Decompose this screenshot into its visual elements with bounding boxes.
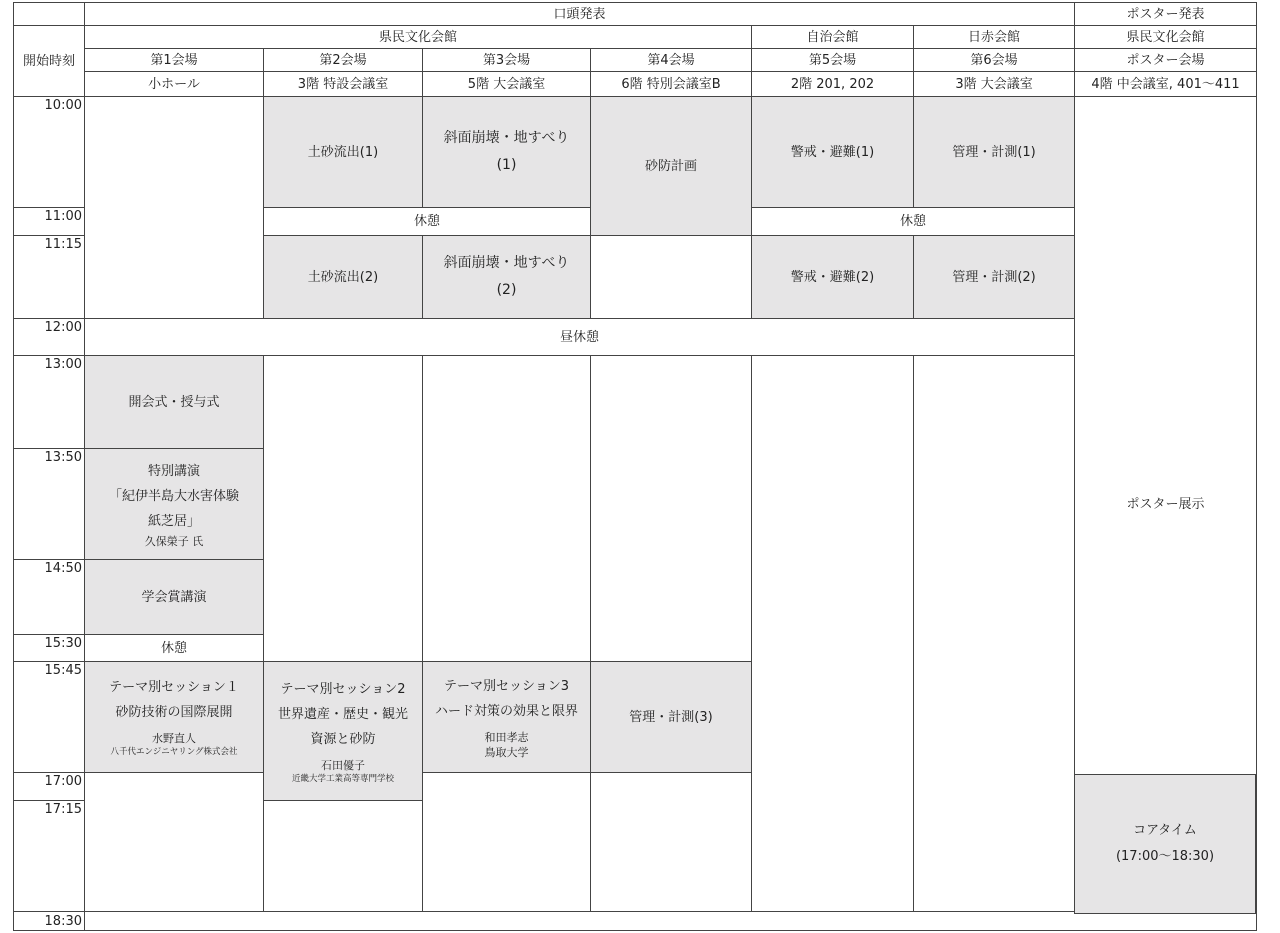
hall4-evening-empty bbox=[591, 773, 752, 912]
break-morning-left: 休憩 bbox=[264, 208, 591, 236]
hall-5: 第5会場 bbox=[752, 49, 914, 72]
time-1115: 11:15 bbox=[14, 236, 85, 319]
room-2: 3階 特設会議室 bbox=[264, 72, 423, 97]
theme-3-org: 鳥取大学 bbox=[484, 746, 529, 759]
room-poster: 4階 中会議室, 401～411 bbox=[1075, 72, 1257, 97]
break-morning-right: 休憩 bbox=[752, 208, 1075, 236]
theme-2-topic-2: 資源と砂防 bbox=[310, 731, 376, 747]
session-shamen-1 bbox=[423, 97, 591, 208]
session-opening: 開会式・授与式 bbox=[85, 356, 264, 449]
hall1-evening-empty bbox=[85, 773, 264, 912]
header-poster: ポスター発表 bbox=[1075, 3, 1257, 26]
session-special-lecture bbox=[85, 449, 264, 560]
hall-2: 第2会場 bbox=[264, 49, 423, 72]
session-shamen-1-line2: (1) bbox=[496, 157, 517, 173]
poster-core-time bbox=[1074, 774, 1256, 914]
hall1-morning-empty bbox=[85, 97, 264, 319]
session-theme-1 bbox=[85, 662, 264, 773]
header-corner bbox=[14, 3, 85, 26]
room-1: 小ホール bbox=[85, 72, 264, 97]
theme-3-topic: ハード対策の効果と限界 bbox=[434, 704, 578, 719]
session-keikai-2: 警戒・避難(2) bbox=[752, 236, 914, 319]
special-lecture-title: 特別講演 bbox=[147, 464, 200, 479]
special-lecture-speaker: 久保榮子 氏 bbox=[144, 535, 204, 548]
hall-3: 第3会場 bbox=[423, 49, 591, 72]
poster-display: ポスター展示 bbox=[1075, 97, 1257, 912]
hall-6: 第6会場 bbox=[914, 49, 1075, 72]
building-nisseki: 日赤会館 bbox=[914, 26, 1075, 49]
hall5-afternoon-empty bbox=[752, 356, 914, 912]
time-1830: 18:30 bbox=[14, 912, 85, 931]
session-dosha-1: 土砂流出(1) bbox=[264, 97, 423, 208]
room-3: 5階 大会議室 bbox=[423, 72, 591, 97]
session-sabo-keikaku: 砂防計画 bbox=[591, 97, 752, 236]
end-row bbox=[85, 912, 1257, 931]
hall2-evening-empty bbox=[264, 801, 423, 912]
session-award-lecture: 学会賞講演 bbox=[85, 560, 264, 635]
session-dosha-2: 土砂流出(2) bbox=[264, 236, 423, 319]
lunch-break: 昼休憩 bbox=[85, 319, 1075, 356]
theme-3-title: テーマ別セッション3 bbox=[443, 679, 569, 694]
time-1300: 13:00 bbox=[14, 356, 85, 449]
break-afternoon: 休憩 bbox=[85, 635, 264, 662]
hall-1: 第1会場 bbox=[85, 49, 264, 72]
hall-poster: ポスター会場 bbox=[1075, 49, 1257, 72]
special-lecture-line2: 紙芝居」 bbox=[147, 514, 200, 529]
session-kanri-2: 管理・計測(2) bbox=[914, 236, 1075, 319]
header-start-time: 開始時刻 bbox=[14, 26, 85, 97]
theme-3-person: 和田孝志 bbox=[484, 731, 529, 744]
conference-schedule-table bbox=[13, 2, 1257, 931]
room-5: 2階 201, 202 bbox=[752, 72, 914, 97]
session-theme-2 bbox=[264, 662, 423, 801]
core-time-label: コアタイム bbox=[1133, 823, 1197, 838]
theme-2-person: 石田優子 bbox=[321, 758, 365, 772]
hall3-evening-empty bbox=[423, 773, 591, 912]
time-1715: 17:15 bbox=[14, 801, 85, 912]
session-shamen-2 bbox=[423, 236, 591, 319]
session-kanri-1: 管理・計測(1) bbox=[914, 97, 1075, 208]
theme-2-org: 近畿大学工業高等専門学校 bbox=[291, 773, 394, 784]
time-1700: 17:00 bbox=[14, 773, 85, 801]
theme-2-title: テーマ別セッション2 bbox=[280, 681, 406, 697]
session-keikai-1: 警戒・避難(1) bbox=[752, 97, 914, 208]
theme-1-person: 水野直人 bbox=[152, 732, 196, 745]
building-jichi: 自治会館 bbox=[752, 26, 914, 49]
building-poster: 県民文化会館 bbox=[1075, 26, 1257, 49]
building-kenmin: 県民文化会館 bbox=[85, 26, 752, 49]
hall4-afternoon-empty bbox=[591, 356, 752, 662]
session-theme-3 bbox=[423, 662, 591, 773]
hall6-afternoon-empty bbox=[914, 356, 1075, 912]
time-1530: 15:30 bbox=[14, 635, 85, 662]
hall4-empty-1115 bbox=[591, 236, 752, 319]
session-shamen-1-line1: 斜面崩壊・地すべり bbox=[443, 130, 570, 146]
header-oral: 口頭発表 bbox=[85, 3, 1075, 26]
theme-2-topic-1: 世界遺産・歴史・観光 bbox=[277, 706, 408, 722]
room-6: 3階 大会議室 bbox=[914, 72, 1075, 97]
theme-1-topic: 砂防技術の国際展開 bbox=[115, 705, 233, 720]
hall2-afternoon-empty bbox=[264, 356, 423, 662]
time-1450: 14:50 bbox=[14, 560, 85, 635]
session-shamen-2-line2: (2) bbox=[496, 282, 517, 298]
core-time-range: (17:00～18:30) bbox=[1115, 849, 1215, 864]
session-kanri-3: 管理・計測(3) bbox=[591, 662, 752, 773]
theme-1-title: テーマ別セッション１ bbox=[109, 680, 239, 695]
time-1000: 10:00 bbox=[14, 97, 85, 208]
hall-4: 第4会場 bbox=[591, 49, 752, 72]
time-1100: 11:00 bbox=[14, 208, 85, 236]
special-lecture-line1: 「紀伊半島大水害体験 bbox=[108, 489, 239, 504]
time-1350: 13:50 bbox=[14, 449, 85, 560]
hall3-afternoon-empty bbox=[423, 356, 591, 662]
time-1545: 15:45 bbox=[14, 662, 85, 773]
room-4: 6階 特別会議室B bbox=[591, 72, 752, 97]
theme-1-org: 八千代エンジニヤリング株式会社 bbox=[110, 747, 238, 757]
session-shamen-2-line1: 斜面崩壊・地すべり bbox=[443, 255, 570, 271]
time-1200: 12:00 bbox=[14, 319, 85, 356]
